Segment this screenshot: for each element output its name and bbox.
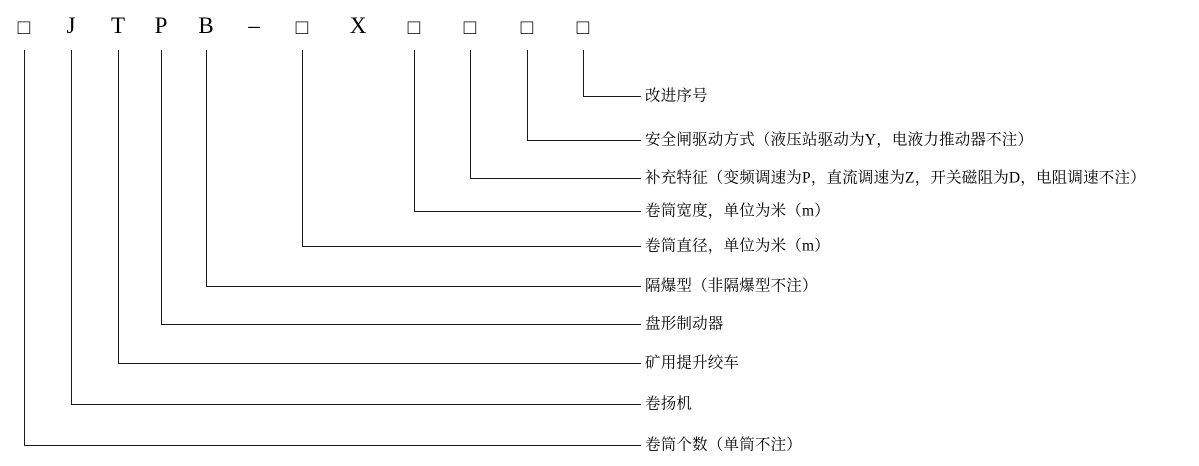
code-symbol-6: □	[295, 15, 309, 39]
leader-hline-supplementary-feature	[470, 178, 641, 179]
leader-hline-drum-count	[24, 445, 641, 446]
code-symbol-9: □	[463, 15, 477, 39]
leader-vline-supplementary-feature	[470, 50, 471, 178]
label-drum-diameter: 卷筒直径，单位为米（m）	[645, 237, 830, 255]
leader-hline-drum-diameter	[302, 246, 641, 247]
leader-vline-mine-hoist	[118, 50, 119, 363]
code-symbol-row	[0, 0, 1199, 50]
label-drum-width: 卷筒宽度，单位为米（m）	[645, 202, 830, 220]
code-symbol-8: □	[407, 15, 421, 39]
label-disc-brake: 盘形制动器	[645, 315, 724, 333]
label-drum-count: 卷筒个数（单筒不注）	[645, 436, 803, 454]
leader-vline-disc-brake	[161, 50, 162, 324]
code-symbol-10: □	[520, 15, 534, 39]
leader-hline-improvement-number	[583, 96, 641, 97]
leader-hline-safety-brake-drive	[527, 140, 641, 141]
leader-vline-drum-diameter	[302, 50, 303, 246]
leader-vline-improvement-number	[583, 50, 584, 96]
leader-hline-explosion-proof	[206, 286, 641, 287]
label-safety-brake-drive: 安全闸驱动方式（液压站驱动为Y，电液力推动器不注）	[645, 131, 1034, 149]
leader-vline-drum-count	[24, 50, 25, 445]
leader-vline-drum-width	[414, 50, 415, 211]
code-symbol-3: P	[154, 13, 168, 38]
code-symbol-11: □	[576, 15, 590, 39]
leader-hline-disc-brake	[161, 324, 641, 325]
leader-hline-winch	[71, 404, 641, 405]
code-symbol-4: B	[198, 13, 214, 38]
code-symbol-7: X	[349, 13, 367, 38]
leader-vline-explosion-proof	[206, 50, 207, 286]
label-explosion-proof: 隔爆型（非隔爆型不注）	[645, 277, 818, 295]
label-supplementary-feature: 补充特征（变频调速为P，直流调速为Z，开关磁阻为D，电阻调速不注）	[645, 169, 1146, 187]
leader-hline-mine-hoist	[118, 363, 641, 364]
leader-vline-winch	[71, 50, 72, 404]
code-symbol-0: □	[17, 15, 31, 39]
leader-hline-drum-width	[414, 211, 641, 212]
label-winch: 卷扬机	[645, 395, 693, 413]
code-symbol-dash: –	[248, 13, 260, 38]
code-symbol-1: J	[66, 13, 76, 38]
label-mine-hoist: 矿用提升绞车	[645, 354, 740, 372]
leader-vline-safety-brake-drive	[527, 50, 528, 140]
code-symbol-2: T	[110, 13, 126, 38]
label-improvement-number: 改进序号	[645, 87, 708, 105]
